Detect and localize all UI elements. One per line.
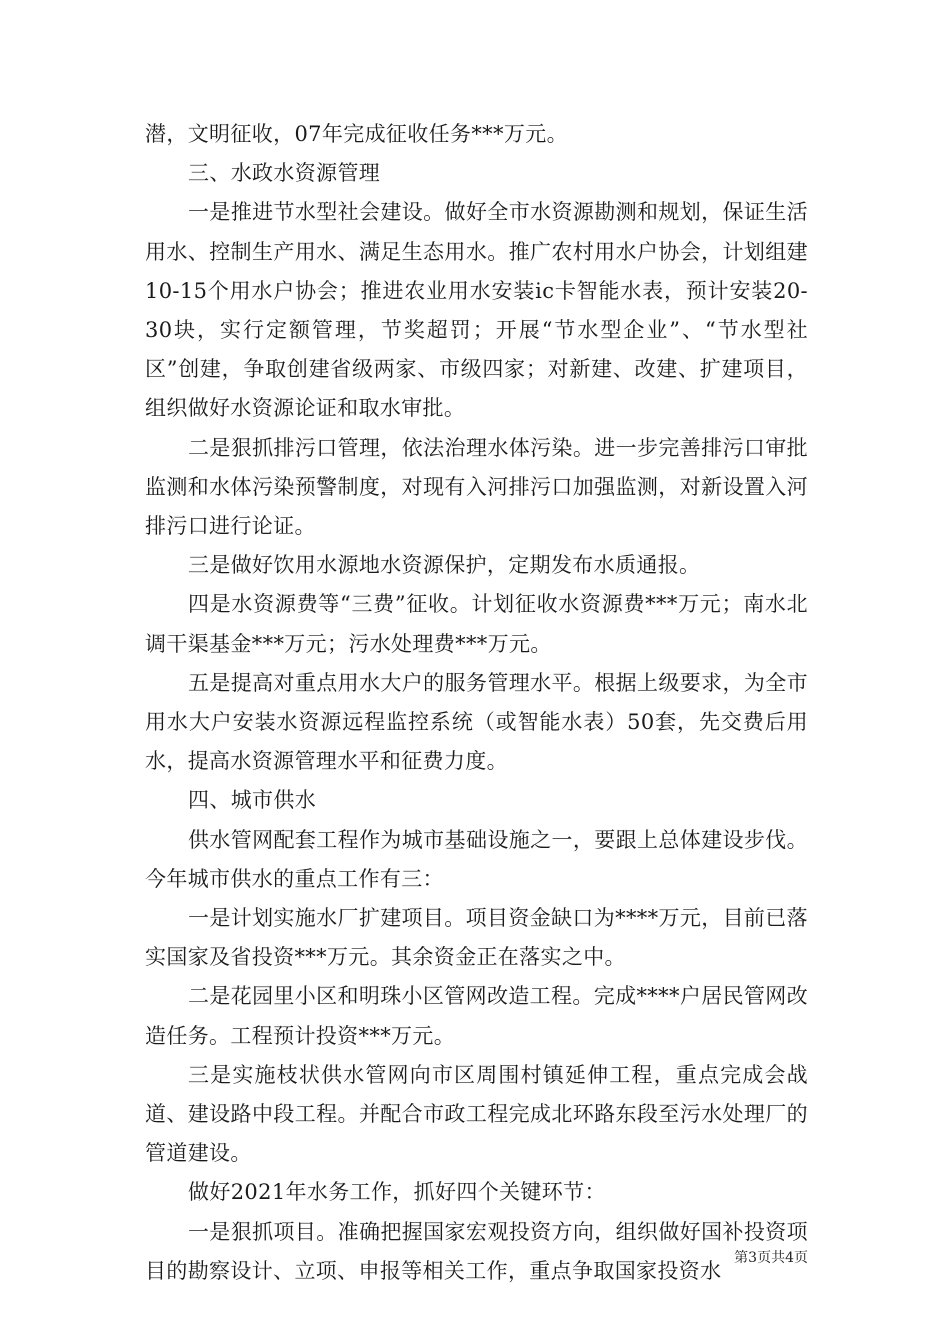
document-body [145,115,808,1291]
paragraph: 二是花园里小区和明珠小区管网改造工程。完成****户居民管网改造任务。工程预计投资***万元。 [145,984,808,1048]
page-number-footer: 第3页共4页 [734,1250,808,1266]
paragraph: 五是提高对重点用水大户的服务管理水平。根据上级要求，为全市用水大户安装水资源远程监控系统（或智能水表）50套，先交费后用水，提高水资源管理水平和征费力度。 [145,670,808,774]
paragraph: 做好2021年水务工作，抓好四个关键环节： [188,1180,606,1205]
paragraph: 三是做好饮用水源地水资源保护，定期发布水质通报。 [188,553,701,578]
section-heading-urban-water-supply: 四、城市供水 [188,788,317,813]
paragraph: 一是狠抓项目。准确把握国家宏观投资方向，组织做好国补投资项目的勘察设计、立项、申报等相关工作，重点争取国家投资水 [145,1219,808,1283]
paragraph: 三是实施枝状供水管网向市区周围村镇延伸工程，重点完成会战道、建设路中段工程。并配合市政工程完成北环路东段至污水处理厂的管道建设。 [145,1062,808,1166]
paragraph: 一是计划实施水厂扩建项目。项目资金缺口为****万元，目前已落实国家及省投资***万元。其余资金正在落实之中。 [145,906,808,970]
paragraph: 潜，文明征收，07年完成征收任务***万元。 [145,122,568,146]
paragraph: 二是狠抓排污口管理，依法治理水体污染。进一步完善排污口审批监测和水体污染预警制度，对现有入河排污口加强监测，对新设置入河排污口进行论证。 [145,435,808,539]
paragraph: 四是水资源费等“三费”征收。计划征收水资源费***万元；南水北调干渠基金***万元；污水处理费***万元。 [145,592,808,656]
section-heading-water-administration: 三、水政水资源管理 [188,161,381,186]
paragraph: 供水管网配套工程作为城市基础设施之一，要跟上总体建设步伐。今年城市供水的重点工作有三： [145,827,808,891]
paragraph: 一是推进节水型社会建设。做好全市水资源勘测和规划，保证生活用水、控制生产用水、满足生态用水。推广农村用水户协会，计划组建10-15个用水户协会；推进农业用水安装ic卡智能水表，预计安装20-30块，实行定额管理，节奖超罚；开展“节水型企业”、“节水型社区”创建，争取创建省级两家、市级四家；对新建、改建、扩建项目，组织做好水资源论证和取水审批。 [145,200,808,421]
